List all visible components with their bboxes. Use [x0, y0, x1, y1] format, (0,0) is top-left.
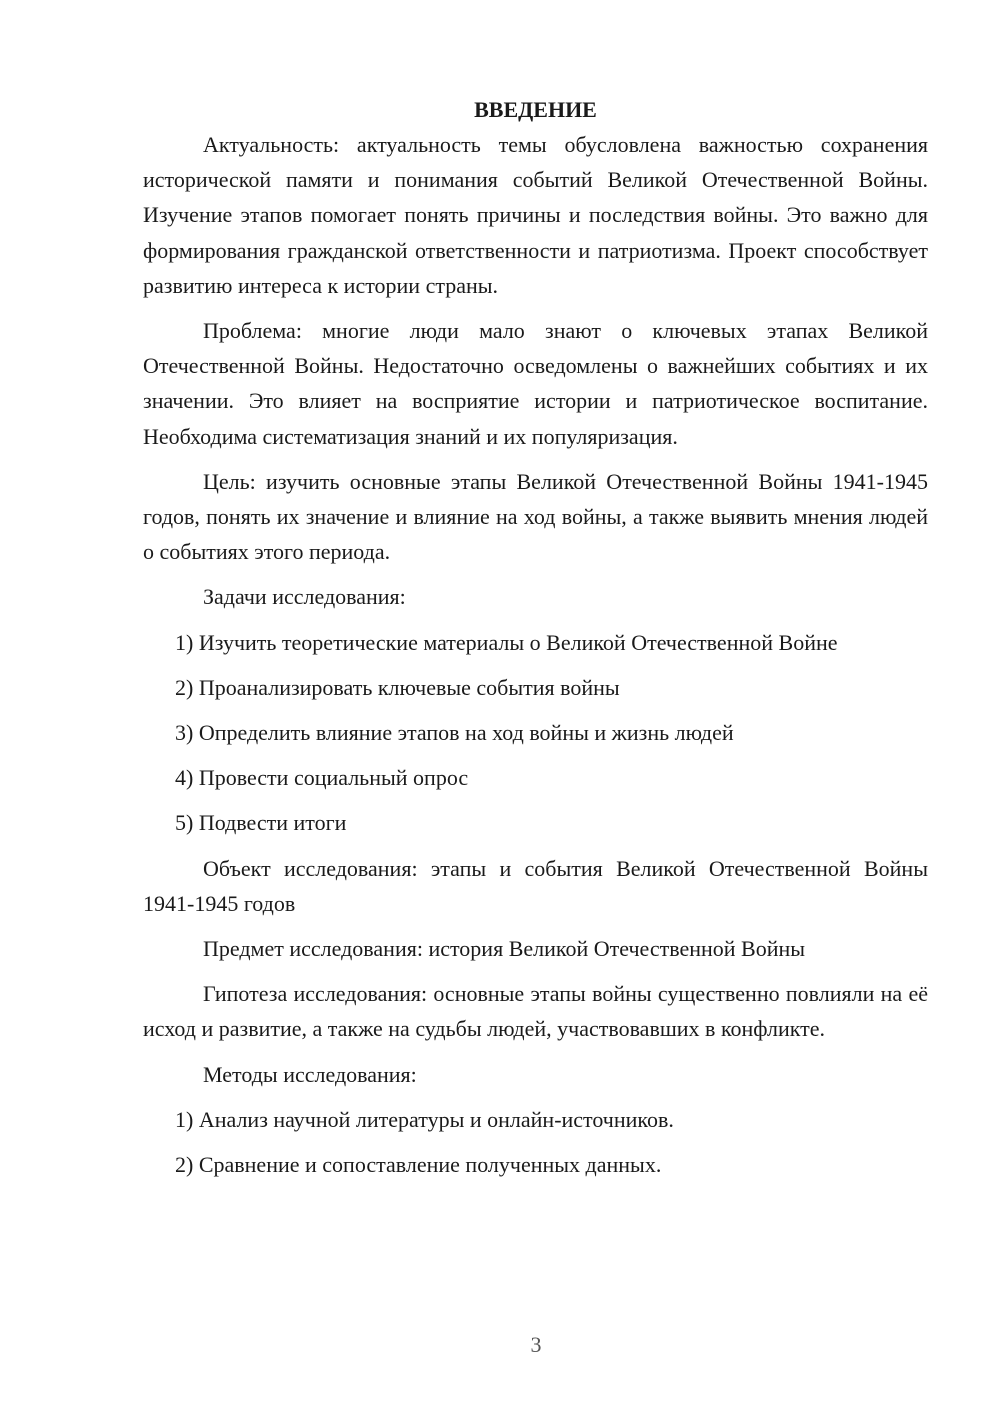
tasks-heading: Задачи исследования:	[203, 584, 406, 610]
list-item: 2) Сравнение и сопоставление полученных данных.	[175, 1152, 662, 1178]
list-item: 1) Изучить теоретические материалы о Великой Отечественной Войне	[175, 629, 838, 655]
methods-list	[143, 1102, 928, 1182]
paragraph-object: Объект исследования: этапы и события Великой Отечественной Войны 1941-1945 годов	[143, 855, 928, 916]
paragraph-relevance: Актуальность: актуальность темы обусловлена важностью сохранения исторической памяти и понимания событий Великой Отечественной Войны. Изучение этапов помогает понять причины и последствия войны. Это важно для формирования гражданской ответственности и патриотизма. Проект способствует развитию интереса к истории страны.	[143, 132, 928, 298]
list-item: 2) Проанализировать ключевые события войны	[175, 674, 620, 700]
paragraph-hypothesis: Гипотеза исследования: основные этапы войны существенно повлияли на её исход и развитие, а также на судьбы людей, участвовавших в конфликте.	[143, 981, 928, 1042]
list-item: 3) Определить влияние этапов на ход войны и жизнь людей	[175, 720, 734, 746]
tasks-list	[143, 625, 928, 841]
list-item: 5) Подвести итоги	[175, 810, 347, 836]
methods-heading: Методы исследования:	[203, 1061, 417, 1087]
list-item: 4) Провести социальный опрос	[175, 765, 469, 791]
section-title: ВВЕДЕНИЕ	[474, 97, 597, 122]
paragraph-goal: Цель: изучить основные этапы Великой Отечественной Войны 1941-1945 годов, понять их значение и влияние на ход войны, а также выявить мнения людей о событиях этого периода.	[143, 468, 928, 565]
paragraph-subject: Предмет исследования: история Великой Отечественной Войны	[203, 936, 806, 962]
page-number: 3	[530, 1332, 542, 1357]
list-item: 1) Анализ научной литературы и онлайн-источников.	[175, 1106, 674, 1132]
document-page	[143, 92, 928, 1192]
paragraph-problem: Проблема: многие люди мало знают о ключевых этапах Великой Отечественной Войны. Недостаточно осведомлены о важнейших событиях и их значении. Это влияет на восприятие истории и патриотическое воспитание. Необходима систематизация знаний и их популяризация.	[143, 318, 928, 449]
